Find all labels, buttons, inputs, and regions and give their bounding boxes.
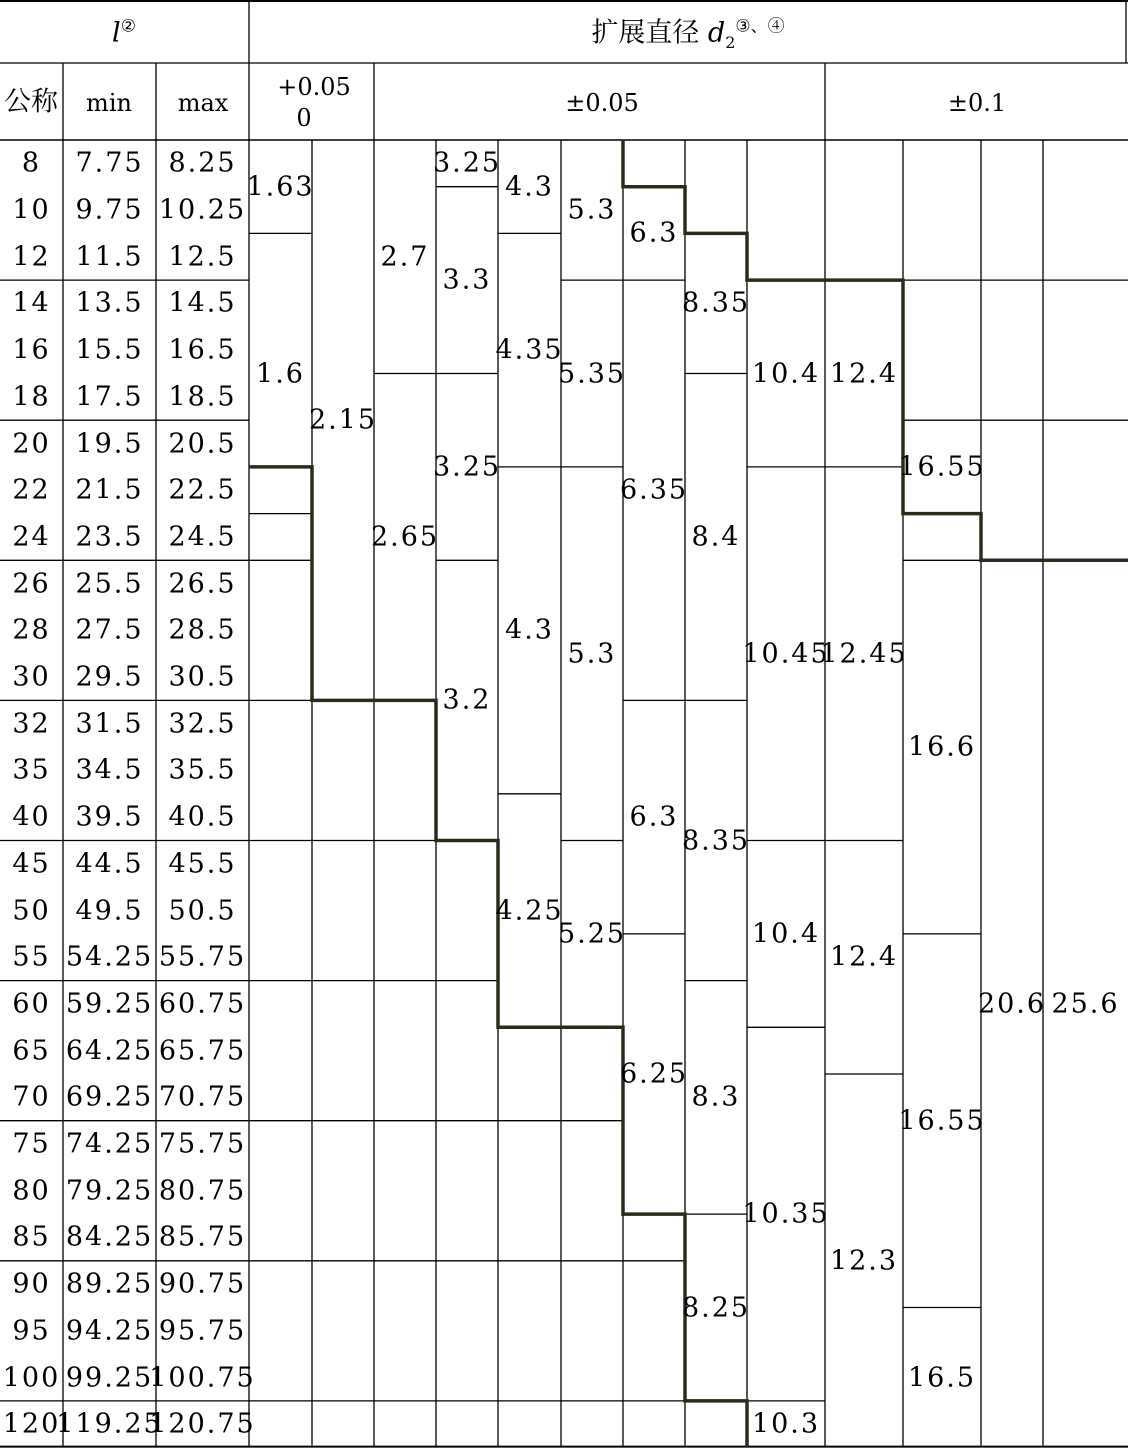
min-cell: 44.5 — [75, 848, 144, 880]
nominal-cell: 12 — [12, 241, 51, 273]
max-cell: 120.75 — [149, 1408, 256, 1440]
d2-value-cell: 8.3 — [691, 1081, 741, 1113]
d2-value-cell: 4.3 — [505, 171, 554, 203]
min-cell: 13.5 — [75, 287, 144, 319]
upper-boundary-stair-line — [623, 140, 1128, 560]
l-header: l② — [112, 16, 136, 49]
min-cell: 84.25 — [65, 1221, 154, 1253]
nominal-cell: 18 — [12, 381, 51, 413]
d2-value-cell: 10.4 — [751, 358, 821, 389]
nominal-cell: 8 — [21, 147, 42, 179]
min-cell: 89.25 — [65, 1268, 154, 1300]
max-cell: 10.25 — [158, 194, 247, 226]
max-cell: 28.5 — [168, 614, 237, 646]
nominal-cell: 45 — [12, 848, 51, 880]
min-cell: 25.5 — [75, 568, 144, 600]
nominal-cell: 75 — [12, 1128, 51, 1160]
max-cell: 75.75 — [158, 1128, 247, 1160]
d2-value-cell: 8.25 — [681, 1292, 751, 1323]
nominal-cell: 26 — [12, 568, 51, 600]
d2-value-cell: 4.25 — [495, 895, 564, 927]
max-cell: 65.75 — [158, 1035, 247, 1067]
min-cell: 79.25 — [65, 1175, 154, 1207]
d2-value-cell: 12.3 — [829, 1245, 899, 1277]
max-cell: 95.75 — [158, 1315, 247, 1347]
max-cell: 18.5 — [168, 381, 237, 413]
d2-value-cell: 3.3 — [442, 264, 492, 296]
nominal-cell: 80 — [12, 1175, 51, 1207]
d2-header: 扩展直径 $d_2^{③、④}$ — [591, 16, 785, 52]
nominal-cell: 50 — [12, 895, 51, 927]
nominal-cell: 32 — [12, 708, 51, 740]
nominal-cell: 40 — [12, 801, 51, 833]
d2-value-cell: 4.3 — [505, 614, 554, 646]
min-cell: 94.25 — [65, 1315, 154, 1347]
d2-value-cell: 10.45 — [742, 638, 830, 670]
d2-value-cell: 3.25 — [432, 451, 502, 483]
nominal-cell: 65 — [12, 1035, 51, 1067]
nominal-cell: 22 — [12, 474, 51, 506]
d2-value-cell: 2.7 — [380, 241, 430, 273]
min-cell: 39.5 — [75, 801, 144, 833]
max-cell: 22.5 — [168, 474, 237, 506]
min-cell: 7.75 — [75, 147, 144, 179]
d2-value-cell: 5.25 — [557, 918, 627, 950]
d2-value-cell: 5.3 — [567, 638, 617, 670]
nominal-cell: 55 — [12, 941, 51, 973]
max-header: max — [177, 89, 229, 117]
d2-value-cell: 12.4 — [829, 358, 899, 389]
min-cell: 29.5 — [75, 661, 144, 693]
nominal-cell: 10 — [12, 194, 51, 226]
tolerance-zero-header: 0 — [296, 104, 312, 132]
d2-value-cell: 1.63 — [246, 171, 315, 203]
tolerance-pm005-header: ±0.05 — [565, 89, 639, 117]
min-cell: 11.5 — [75, 241, 144, 273]
min-cell: 99.25 — [65, 1362, 154, 1394]
min-cell: 59.25 — [65, 988, 154, 1020]
max-cell: 32.5 — [168, 708, 237, 740]
nominal-cell: 28 — [12, 614, 51, 646]
nominal-cell: 24 — [12, 521, 51, 553]
max-cell: 40.5 — [168, 801, 237, 833]
nominal-cell: 70 — [12, 1081, 51, 1113]
d2-value-cell: 16.6 — [907, 731, 977, 763]
d2-value-cell: 16.55 — [898, 1105, 986, 1137]
max-cell: 100.75 — [149, 1362, 256, 1394]
max-cell: 14.5 — [168, 287, 237, 319]
d2-value-cell: 2.65 — [370, 521, 440, 553]
d2-value-cell: 6.25 — [619, 1058, 689, 1090]
d2-value-cell: 6.3 — [629, 801, 679, 833]
max-cell: 85.75 — [158, 1221, 247, 1253]
max-cell: 24.5 — [168, 521, 237, 553]
nominal-cell: 120 — [2, 1408, 61, 1440]
min-cell: 27.5 — [75, 614, 144, 646]
d2-value-cell: 4.35 — [495, 334, 564, 366]
d2-value-cell: 25.6 — [1051, 988, 1120, 1020]
max-cell: 50.5 — [168, 895, 237, 927]
max-cell: 35.5 — [168, 754, 237, 786]
min-cell: 23.5 — [75, 521, 144, 553]
min-cell: 69.25 — [65, 1081, 154, 1113]
d2-value-cell: 8.4 — [691, 521, 741, 553]
max-cell: 80.75 — [158, 1175, 247, 1207]
d2-value-cell: 8.35 — [681, 287, 751, 319]
tolerance-pm01-header: ±0.1 — [947, 89, 1007, 117]
min-cell: 34.5 — [75, 754, 144, 786]
min-cell: 54.25 — [65, 941, 154, 973]
nominal-header: 公称 — [4, 86, 58, 118]
max-cell: 20.5 — [168, 428, 237, 460]
d2-value-cell: 3.25 — [432, 147, 502, 179]
d2-value-cell: 12.45 — [820, 638, 908, 670]
d2-value-cell: 5.35 — [557, 358, 627, 389]
max-cell: 45.5 — [168, 848, 237, 880]
min-cell: 21.5 — [75, 474, 144, 506]
max-cell: 55.75 — [158, 941, 247, 973]
min-cell: 15.5 — [75, 334, 144, 366]
d2-value-cell: 3.2 — [442, 684, 492, 716]
min-cell: 31.5 — [75, 708, 144, 740]
max-cell: 30.5 — [168, 661, 237, 693]
nominal-cell: 20 — [12, 428, 51, 460]
min-cell: 49.5 — [75, 895, 144, 927]
d2-value-cell: 10.4 — [751, 918, 821, 950]
nominal-cell: 30 — [12, 661, 51, 693]
min-header: min — [86, 89, 132, 117]
min-cell: 64.25 — [65, 1035, 154, 1067]
d2-value-cell: 1.6 — [256, 358, 305, 389]
max-cell: 60.75 — [158, 988, 247, 1020]
max-cell: 90.75 — [158, 1268, 247, 1300]
min-cell: 19.5 — [75, 428, 144, 460]
d2-value-cell: 10.35 — [742, 1198, 830, 1230]
d2-value-cell: 5.3 — [567, 194, 617, 226]
d2-value-cell: 6.3 — [629, 217, 679, 249]
max-cell: 16.5 — [168, 334, 237, 366]
nominal-cell: 35 — [12, 754, 51, 786]
max-cell: 8.25 — [168, 147, 237, 179]
d2-value-cell: 16.55 — [898, 451, 986, 483]
nominal-cell: 85 — [12, 1221, 51, 1253]
nominal-cell: 16 — [12, 334, 51, 366]
nominal-cell: 95 — [12, 1315, 51, 1347]
min-cell: 119.25 — [56, 1408, 163, 1440]
min-cell: 9.75 — [75, 194, 144, 226]
d2-value-cell: 6.35 — [619, 474, 689, 506]
nominal-cell: 90 — [12, 1268, 51, 1300]
d2-value-cell: 2.15 — [308, 404, 378, 436]
d2-value-cell: 10.3 — [751, 1408, 821, 1440]
d2-value-cell: 8.35 — [681, 825, 751, 856]
nominal-cell: 60 — [12, 988, 51, 1020]
nominal-cell: 14 — [12, 287, 51, 319]
d2-value-cell: 16.5 — [907, 1362, 977, 1394]
d2-value-cell: 20.6 — [977, 988, 1047, 1020]
min-cell: 74.25 — [65, 1128, 154, 1160]
max-cell: 70.75 — [158, 1081, 247, 1113]
tolerance-plus-header: +0.05 — [277, 73, 351, 101]
max-cell: 26.5 — [168, 568, 237, 600]
min-cell: 17.5 — [75, 381, 144, 413]
max-cell: 12.5 — [168, 241, 237, 273]
nominal-cell: 100 — [2, 1362, 61, 1394]
d2-value-cell: 12.4 — [829, 941, 899, 973]
